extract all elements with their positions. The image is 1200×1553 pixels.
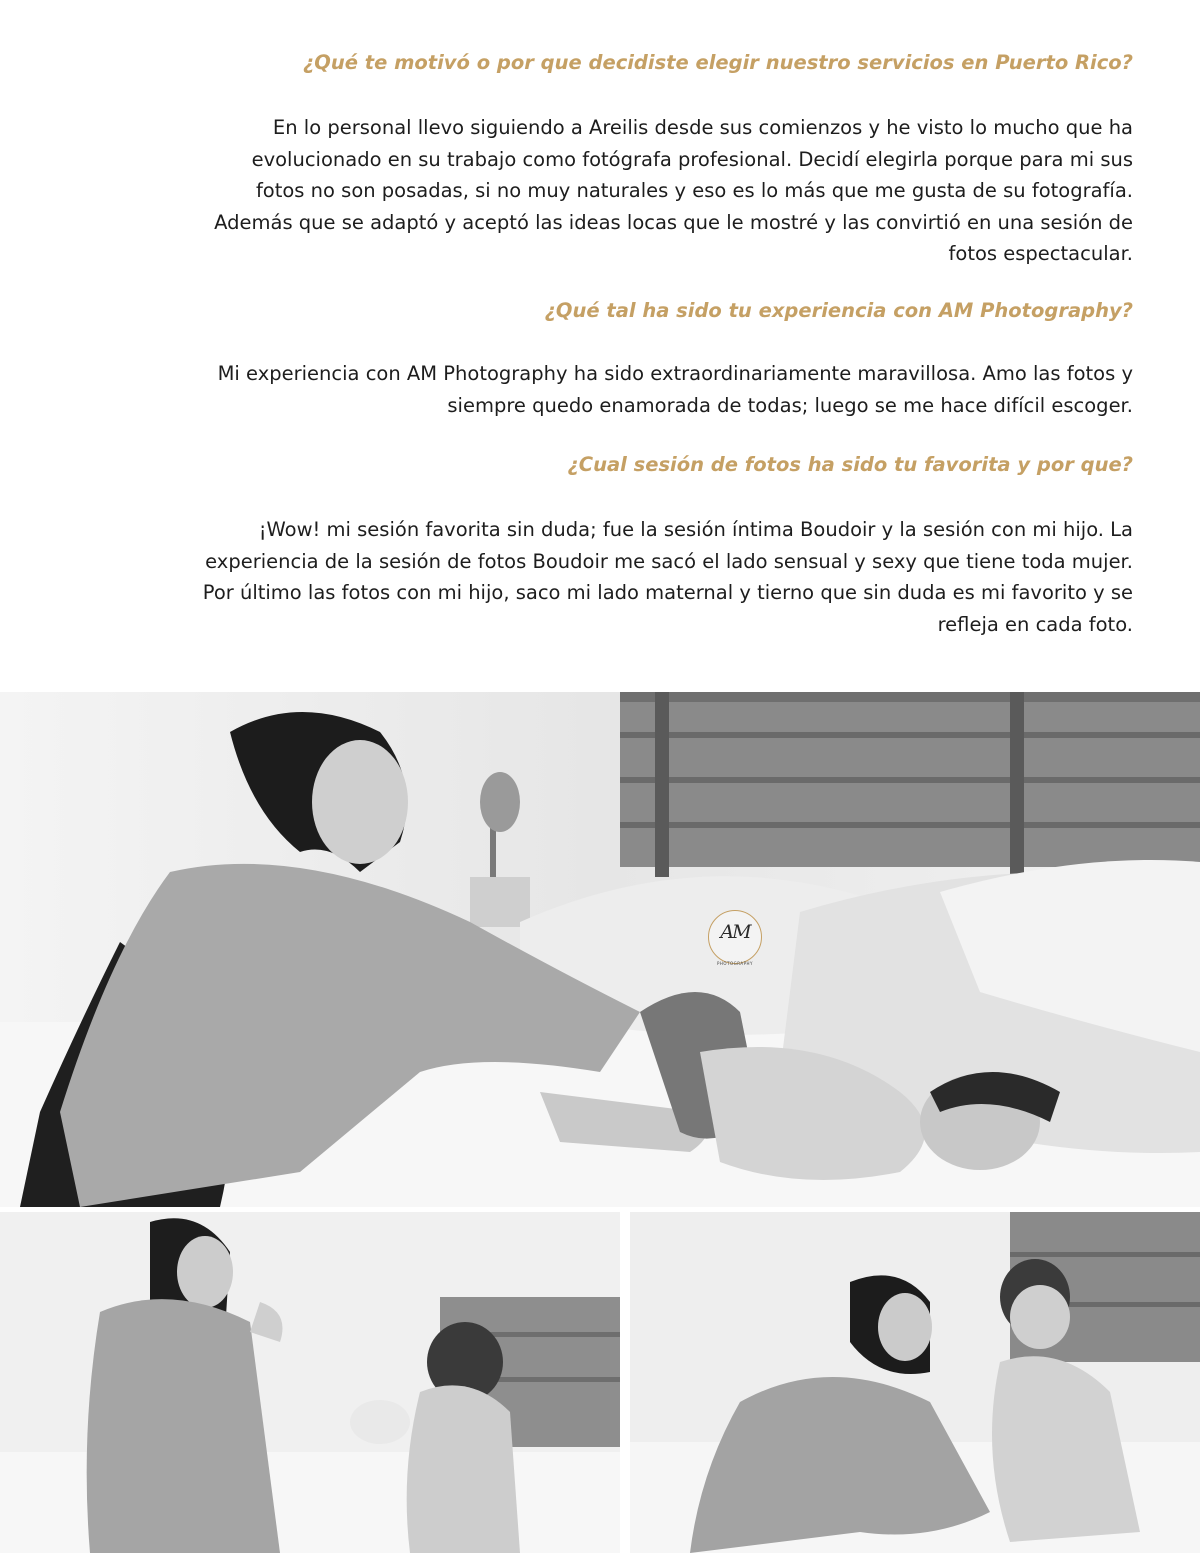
am-photography-logo — [708, 910, 762, 964]
answer-3-line-4: refleja en cada foto. — [937, 612, 1133, 636]
bottom-right-photo — [630, 1212, 1200, 1553]
answer-3-line-3: Por último las fotos con mi hijo, saco mi lado maternal y tierno que sin duda es mi favorito y se — [202, 581, 1133, 604]
answer-2-line-1: Mi experiencia con AM Photography ha sido extraordinariamente maravillosa. Amo las fotos y — [217, 362, 1133, 385]
bottom-left-photo — [0, 1212, 620, 1553]
qa-block-2 — [60, 298, 1133, 421]
qa-block-3 — [60, 452, 1133, 640]
question-3: ¿Cual sesión de fotos ha sido tu favorita y por que? — [567, 453, 1133, 476]
answer-3-line-2: experiencia de la sesión de fotos Boudoir me sacó el lado sensual y sexy que tiene toda mujer. — [205, 549, 1133, 573]
logo-subtitle: PHOTOGRAPHY — [717, 961, 753, 966]
answer-1-line-5: fotos espectacular. — [948, 242, 1133, 265]
answer-1-line-3: fotos no son posadas, si no muy naturales y eso es lo más que me gusta de su fotografía. — [255, 179, 1133, 202]
answer-1-line-2: evolucionado en su trabajo como fotógrafa profesional. Decidí elegirla porque para mi sus — [251, 147, 1133, 171]
logo-mark: AM — [720, 921, 750, 943]
main-family-photo — [0, 692, 1200, 1207]
answer-1-line-4: Además que se adaptó y aceptó las ideas locas que le mostré y las convirtió en una sesión de — [214, 210, 1133, 234]
answer-3-line-1: ¡Wow! mi sesión favorita sin duda; fue la sesión íntima Boudoir y la sesión con mi hijo. La — [258, 518, 1133, 541]
question-2: ¿Qué tal ha sido tu experiencia con AM Photography? — [544, 299, 1133, 322]
answer-1-line-1: En lo personal llevo siguiendo a Areilis desde sus comienzos y he visto lo mucho que ha — [272, 116, 1133, 139]
qa-block-1 — [60, 50, 1133, 270]
question-1: ¿Qué te motivó o por que decidiste elegir nuestro servicios en Puerto Rico? — [302, 51, 1133, 74]
answer-2-line-2: siempre quedo enamorada de todas; luego se me hace difícil escoger. — [447, 393, 1133, 417]
